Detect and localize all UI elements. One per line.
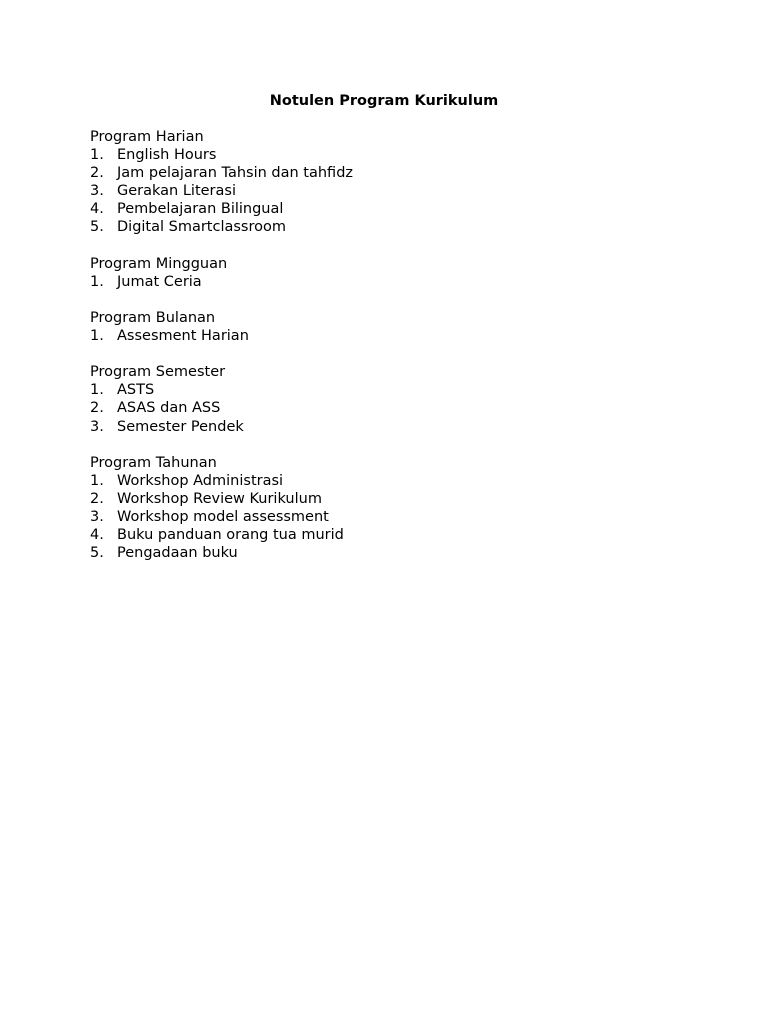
list-number: 2.: [90, 165, 104, 182]
list-text: Jam pelajaran Tahsin dan tahfidz: [117, 165, 354, 182]
list-item: [90, 526, 690, 544]
list-number: 3.: [90, 508, 104, 525]
list-item: [90, 472, 690, 490]
list-item: [90, 164, 690, 182]
list-number: 1.: [90, 147, 104, 164]
list-number: 1.: [90, 382, 104, 399]
list-text: English Hours: [117, 147, 217, 164]
list-text: ASTS: [117, 382, 155, 399]
list-text: Workshop model assessment: [117, 508, 329, 525]
section-heading: Program Semester: [90, 364, 226, 381]
list-text: Jumat Ceria: [117, 273, 202, 290]
section-program-tahunan: [90, 454, 690, 563]
list-number: 5.: [90, 219, 104, 236]
list-number: 1.: [90, 472, 104, 489]
list-item: [90, 399, 690, 417]
list-number: 2.: [90, 400, 104, 417]
list-item: [90, 218, 690, 236]
section-heading: Program Bulanan: [90, 309, 216, 326]
section-heading: Program Tahunan: [90, 454, 217, 471]
list-number: 4.: [90, 201, 104, 218]
numbered-list: [90, 327, 690, 345]
list-item: [90, 182, 690, 200]
numbered-list: [90, 273, 690, 291]
list-item: [90, 418, 690, 436]
document-title: Notulen Program Kurikulum: [269, 93, 499, 109]
list-item: [90, 200, 690, 218]
section-heading: Program Harian: [90, 129, 204, 145]
list-text: Semester Pendek: [117, 418, 244, 435]
list-text: Pengadaan buku: [117, 545, 238, 562]
list-text: Digital Smartclassroom: [117, 219, 287, 236]
list-item: [90, 327, 690, 345]
list-number: 5.: [90, 545, 104, 562]
list-text: Workshop Review Kurikulum: [117, 490, 322, 507]
list-text: Pembelajaran Bilingual: [117, 201, 284, 218]
section-program-semester: [90, 363, 690, 435]
list-number: 3.: [90, 183, 104, 200]
list-item: [90, 490, 690, 508]
list-item: [90, 544, 690, 562]
list-number: 1.: [90, 273, 104, 290]
list-item: [90, 146, 690, 164]
list-item: [90, 381, 690, 399]
list-number: 1.: [90, 328, 104, 345]
list-text: Buku panduan orang tua murid: [117, 527, 344, 544]
list-number: 4.: [90, 527, 104, 544]
list-text: Gerakan Literasi: [117, 183, 236, 200]
list-text: Workshop Administrasi: [117, 472, 284, 489]
numbered-list: [90, 381, 690, 435]
numbered-list: [90, 472, 690, 562]
section-program-mingguan: [90, 255, 690, 291]
list-text: ASAS dan ASS: [117, 400, 221, 417]
list-number: 2.: [90, 490, 104, 507]
section-program-harian: [90, 128, 690, 237]
list-item: [90, 273, 690, 291]
document-body: [90, 128, 690, 580]
section-program-bulanan: [90, 309, 690, 345]
list-item: [90, 508, 690, 526]
list-number: 3.: [90, 418, 104, 435]
list-text: Assesment Harian: [117, 328, 249, 345]
numbered-list: [90, 146, 690, 236]
section-heading: Program Mingguan: [90, 255, 228, 272]
